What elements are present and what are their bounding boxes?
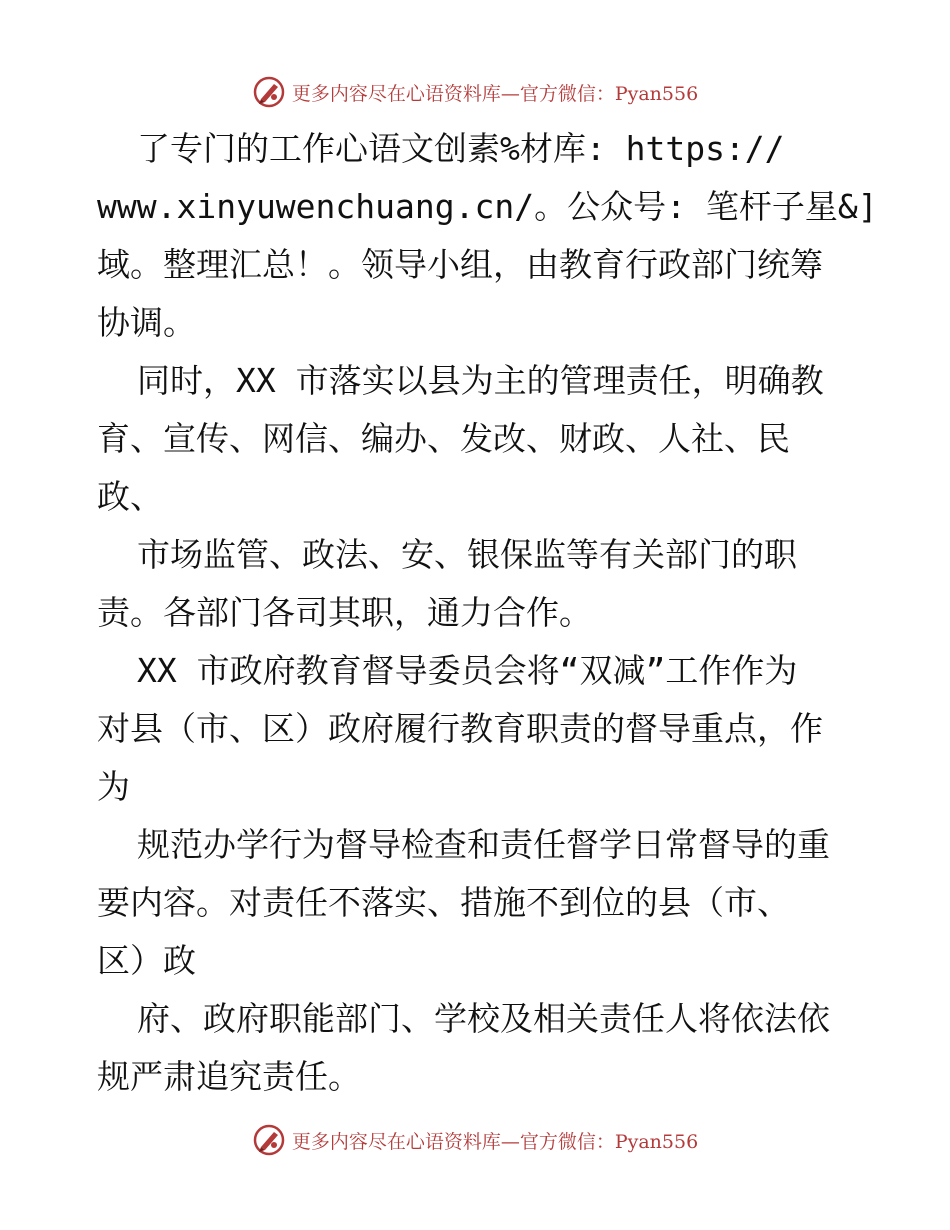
text-line: 育、宣传、网信、编办、发改、财政、人社、民 (97, 419, 790, 458)
document-body (97, 120, 878, 1106)
text-line: 协调。 (97, 303, 196, 342)
text-line: 规范办学行为督导检查和责任督学日常督导的重 (137, 825, 830, 864)
text-line: 市场监管、政法、安、银保监等有关部门的职 (137, 535, 797, 574)
text-line: 对县（市、区）政府履行教育职责的督导重点，作 (97, 709, 823, 748)
text-line: 要内容。对责任不落实、措施不到位的县（市、 (97, 883, 790, 922)
text-line: XX 市政府教育督导委员会将“双减”工作作为 (137, 651, 798, 690)
text-line: 责。各部门各司其职，通力合作。 (97, 593, 592, 632)
text-line: 了专门的工作心语文创素%材库: https:// (137, 129, 785, 168)
text-line: 域。整理汇总！。领导小组，由教育行政部门统筹 (97, 245, 823, 284)
text-line: www.xinyuwenchuang.cn/。公众号: 笔杆子星&] (97, 187, 878, 226)
pen-logo-icon (252, 75, 286, 109)
text-line: 政、 (97, 477, 163, 516)
header-banner-text: 更多内容尽在心语资料库—官方微信：Pyan556 (291, 82, 699, 105)
text-line: 同时，XX 市落实以县为主的管理责任，明确教 (137, 361, 824, 400)
footer-banner-text: 更多内容尽在心语资料库—官方微信：Pyan556 (291, 1130, 699, 1153)
text-line: 区）政 (97, 941, 196, 980)
text-line: 为 (97, 767, 130, 806)
footer-banner (0, 1120, 950, 1160)
pen-logo-icon (252, 1123, 286, 1157)
text-line: 府、政府职能部门、学校及相关责任人将依法依 (137, 999, 830, 1038)
header-banner (0, 72, 950, 112)
text-line: 规严肃追究责任。 (97, 1057, 361, 1096)
